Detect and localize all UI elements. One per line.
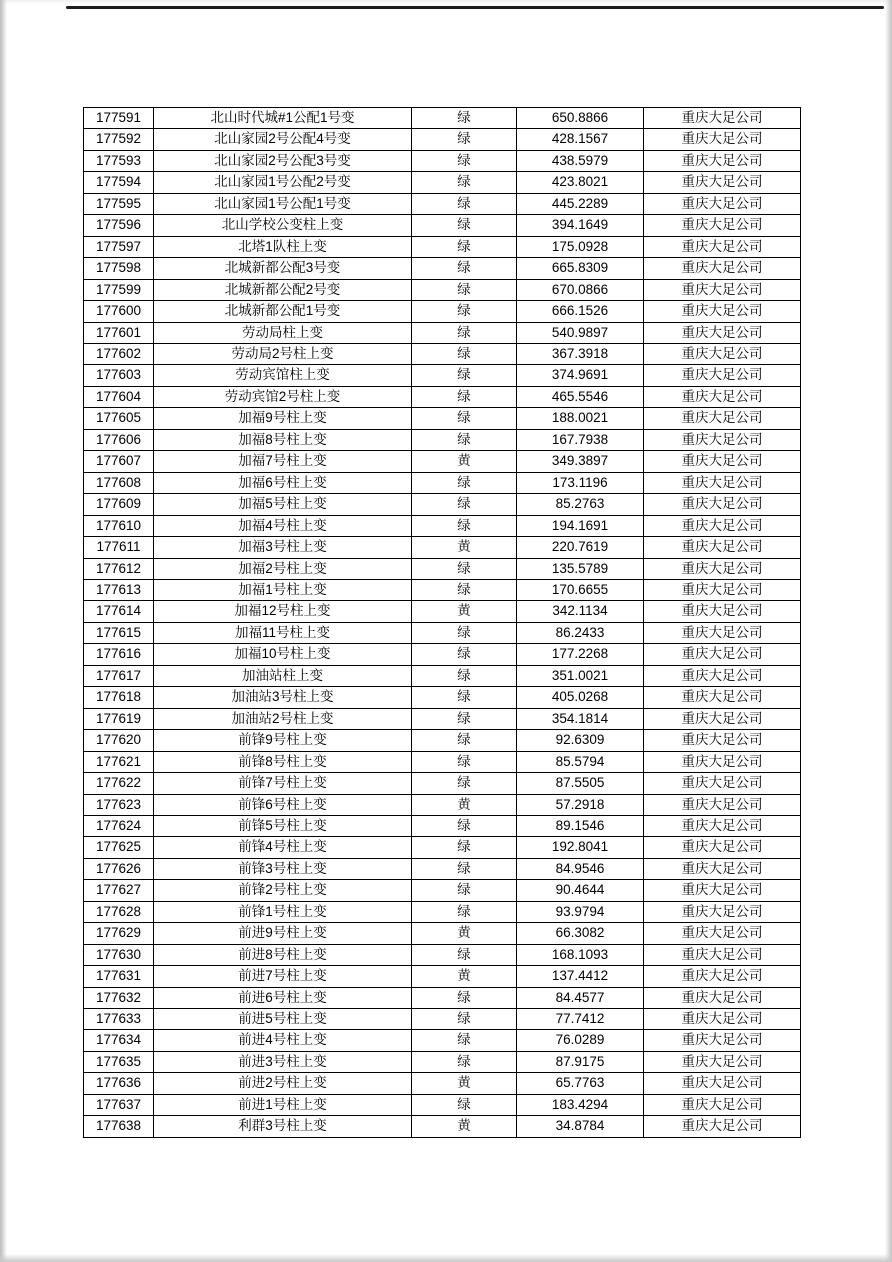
cell-name: 前锋4号柱上变 — [154, 837, 412, 858]
cell-name: 前进1号柱上变 — [154, 1094, 412, 1115]
cell-value: 84.9546 — [517, 858, 644, 879]
cell-value: 76.0289 — [517, 1030, 644, 1051]
table-row — [84, 108, 801, 129]
table-body — [84, 108, 801, 1138]
cell-value: 90.4644 — [517, 880, 644, 901]
cell-name: 加油站柱上变 — [154, 665, 412, 686]
cell-name: 前进9号柱上变 — [154, 923, 412, 944]
cell-value: 170.6655 — [517, 579, 644, 600]
cell-company: 重庆大足公司 — [644, 322, 801, 343]
cell-name: 前锋9号柱上变 — [154, 730, 412, 751]
cell-company: 重庆大足公司 — [644, 579, 801, 600]
cell-id: 177592 — [84, 129, 154, 150]
table-row — [84, 923, 801, 944]
cell-value: 670.0866 — [517, 279, 644, 300]
cell-status: 绿 — [412, 880, 517, 901]
cell-value: 84.4577 — [517, 987, 644, 1008]
cell-name: 前锋8号柱上变 — [154, 751, 412, 772]
cell-id: 177597 — [84, 236, 154, 257]
cell-company: 重庆大足公司 — [644, 537, 801, 558]
cell-id: 177594 — [84, 172, 154, 193]
cell-id: 177599 — [84, 279, 154, 300]
cell-id: 177617 — [84, 665, 154, 686]
cell-value: 438.5979 — [517, 150, 644, 171]
cell-name: 前锋7号柱上变 — [154, 773, 412, 794]
cell-id: 177630 — [84, 944, 154, 965]
cell-id: 177631 — [84, 966, 154, 987]
cell-status: 绿 — [412, 386, 517, 407]
cell-name: 北山家园1号公配2号变 — [154, 172, 412, 193]
cell-id: 177596 — [84, 215, 154, 236]
cell-id: 177632 — [84, 987, 154, 1008]
table-row — [84, 172, 801, 193]
cell-status: 绿 — [412, 279, 517, 300]
table-row — [84, 343, 801, 364]
table-row — [84, 322, 801, 343]
table-row — [84, 494, 801, 515]
cell-company: 重庆大足公司 — [644, 129, 801, 150]
cell-name: 前进4号柱上变 — [154, 1030, 412, 1051]
cell-value: 137.4412 — [517, 966, 644, 987]
table-row — [84, 944, 801, 965]
cell-value: 374.9691 — [517, 365, 644, 386]
cell-name: 北山家园2号公配4号变 — [154, 129, 412, 150]
cell-value: 177.2268 — [517, 644, 644, 665]
cell-id: 177615 — [84, 622, 154, 643]
cell-id: 177614 — [84, 601, 154, 622]
cell-company: 重庆大足公司 — [644, 815, 801, 836]
cell-status: 绿 — [412, 987, 517, 1008]
cell-value: 57.2918 — [517, 794, 644, 815]
cell-company: 重庆大足公司 — [644, 279, 801, 300]
cell-company: 重庆大足公司 — [644, 1094, 801, 1115]
cell-status: 绿 — [412, 858, 517, 879]
cell-status: 绿 — [412, 1009, 517, 1030]
table-row — [84, 794, 801, 815]
cell-name: 加福8号柱上变 — [154, 429, 412, 450]
transformer-data-table — [83, 107, 801, 1138]
cell-id: 177623 — [84, 794, 154, 815]
table-row — [84, 408, 801, 429]
cell-company: 重庆大足公司 — [644, 1073, 801, 1094]
cell-name: 北山时代城#1公配1号变 — [154, 108, 412, 129]
cell-name: 北山家园1号公配1号变 — [154, 193, 412, 214]
cell-company: 重庆大足公司 — [644, 901, 801, 922]
table-row — [84, 150, 801, 171]
cell-id: 177620 — [84, 730, 154, 751]
cell-name: 劳动宾馆柱上变 — [154, 365, 412, 386]
cell-id: 177633 — [84, 1009, 154, 1030]
cell-name: 北山学校公变柱上变 — [154, 215, 412, 236]
cell-company: 重庆大足公司 — [644, 794, 801, 815]
table-row — [84, 815, 801, 836]
page-top-edge-line — [66, 6, 884, 9]
cell-company: 重庆大足公司 — [644, 494, 801, 515]
table-row — [84, 880, 801, 901]
cell-status: 绿 — [412, 322, 517, 343]
cell-name: 加福11号柱上变 — [154, 622, 412, 643]
cell-status: 黄 — [412, 966, 517, 987]
cell-id: 177634 — [84, 1030, 154, 1051]
cell-value: 86.2433 — [517, 622, 644, 643]
table-row — [84, 1009, 801, 1030]
cell-company: 重庆大足公司 — [644, 1051, 801, 1072]
cell-company: 重庆大足公司 — [644, 966, 801, 987]
cell-name: 前进2号柱上变 — [154, 1073, 412, 1094]
cell-value: 188.0021 — [517, 408, 644, 429]
cell-company: 重庆大足公司 — [644, 1009, 801, 1030]
cell-id: 177624 — [84, 815, 154, 836]
cell-name: 前进6号柱上变 — [154, 987, 412, 1008]
cell-name: 前锋3号柱上变 — [154, 858, 412, 879]
cell-company: 重庆大足公司 — [644, 408, 801, 429]
cell-name: 前锋1号柱上变 — [154, 901, 412, 922]
cell-id: 177628 — [84, 901, 154, 922]
cell-id: 177629 — [84, 923, 154, 944]
cell-company: 重庆大足公司 — [644, 730, 801, 751]
cell-name: 加福4号柱上变 — [154, 515, 412, 536]
cell-id: 177612 — [84, 558, 154, 579]
cell-name: 北塔1队柱上变 — [154, 236, 412, 257]
cell-value: 168.1093 — [517, 944, 644, 965]
table-row — [84, 966, 801, 987]
cell-company: 重庆大足公司 — [644, 644, 801, 665]
cell-company: 重庆大足公司 — [644, 987, 801, 1008]
cell-id: 177611 — [84, 537, 154, 558]
page-edge-shadow-left — [0, 0, 7, 1262]
cell-status: 绿 — [412, 343, 517, 364]
table-row — [84, 472, 801, 493]
cell-company: 重庆大足公司 — [644, 301, 801, 322]
cell-value: 66.3082 — [517, 923, 644, 944]
table-row — [84, 279, 801, 300]
cell-id: 177618 — [84, 687, 154, 708]
cell-company: 重庆大足公司 — [644, 386, 801, 407]
cell-status: 绿 — [412, 1094, 517, 1115]
cell-company: 重庆大足公司 — [644, 558, 801, 579]
cell-id: 177605 — [84, 408, 154, 429]
table-row — [84, 622, 801, 643]
table-row — [84, 837, 801, 858]
table-row — [84, 515, 801, 536]
cell-status: 绿 — [412, 901, 517, 922]
cell-id: 177635 — [84, 1051, 154, 1072]
cell-id: 177600 — [84, 301, 154, 322]
cell-value: 194.1691 — [517, 515, 644, 536]
table-row — [84, 451, 801, 472]
cell-company: 重庆大足公司 — [644, 236, 801, 257]
cell-company: 重庆大足公司 — [644, 751, 801, 772]
cell-id: 177593 — [84, 150, 154, 171]
cell-company: 重庆大足公司 — [644, 451, 801, 472]
cell-value: 173.1196 — [517, 472, 644, 493]
cell-company: 重庆大足公司 — [644, 858, 801, 879]
cell-name: 北城新都公配2号变 — [154, 279, 412, 300]
cell-status: 绿 — [412, 751, 517, 772]
cell-status: 绿 — [412, 579, 517, 600]
cell-name: 加福10号柱上变 — [154, 644, 412, 665]
cell-status: 绿 — [412, 429, 517, 450]
cell-value: 192.8041 — [517, 837, 644, 858]
cell-value: 77.7412 — [517, 1009, 644, 1030]
cell-company: 重庆大足公司 — [644, 515, 801, 536]
table-row — [84, 773, 801, 794]
cell-company: 重庆大足公司 — [644, 1116, 801, 1137]
cell-value: 342.1134 — [517, 601, 644, 622]
cell-id: 177613 — [84, 579, 154, 600]
cell-name: 前锋6号柱上变 — [154, 794, 412, 815]
cell-name: 加油站2号柱上变 — [154, 708, 412, 729]
table-row — [84, 1094, 801, 1115]
table-row — [84, 987, 801, 1008]
cell-value: 85.5794 — [517, 751, 644, 772]
cell-value: 87.5505 — [517, 773, 644, 794]
cell-status: 绿 — [412, 108, 517, 129]
cell-company: 重庆大足公司 — [644, 622, 801, 643]
table-row — [84, 708, 801, 729]
cell-status: 绿 — [412, 815, 517, 836]
cell-value: 540.9897 — [517, 322, 644, 343]
cell-status: 黄 — [412, 923, 517, 944]
cell-value: 89.1546 — [517, 815, 644, 836]
table-row — [84, 236, 801, 257]
cell-value: 183.4294 — [517, 1094, 644, 1115]
cell-status: 绿 — [412, 708, 517, 729]
cell-id: 177636 — [84, 1073, 154, 1094]
cell-id: 177606 — [84, 429, 154, 450]
cell-name: 前锋5号柱上变 — [154, 815, 412, 836]
cell-value: 666.1526 — [517, 301, 644, 322]
cell-company: 重庆大足公司 — [644, 837, 801, 858]
cell-id: 177608 — [84, 472, 154, 493]
table-row — [84, 429, 801, 450]
cell-company: 重庆大足公司 — [644, 665, 801, 686]
table-row — [84, 215, 801, 236]
cell-name: 前进5号柱上变 — [154, 1009, 412, 1030]
cell-id: 177610 — [84, 515, 154, 536]
cell-status: 绿 — [412, 665, 517, 686]
cell-company: 重庆大足公司 — [644, 880, 801, 901]
cell-value: 445.2289 — [517, 193, 644, 214]
table-row — [84, 644, 801, 665]
cell-id: 177626 — [84, 858, 154, 879]
table-row — [84, 579, 801, 600]
cell-status: 绿 — [412, 730, 517, 751]
cell-name: 劳动局2号柱上变 — [154, 343, 412, 364]
cell-status: 绿 — [412, 236, 517, 257]
cell-value: 665.8309 — [517, 258, 644, 279]
cell-value: 428.1567 — [517, 129, 644, 150]
cell-name: 劳动局柱上变 — [154, 322, 412, 343]
table-row — [84, 365, 801, 386]
cell-value: 349.3897 — [517, 451, 644, 472]
cell-value: 175.0928 — [517, 236, 644, 257]
table-row — [84, 193, 801, 214]
cell-id: 177601 — [84, 322, 154, 343]
cell-value: 220.7619 — [517, 537, 644, 558]
table-row — [84, 558, 801, 579]
cell-id: 177637 — [84, 1094, 154, 1115]
table-row — [84, 386, 801, 407]
cell-company: 重庆大足公司 — [644, 601, 801, 622]
table-row — [84, 1030, 801, 1051]
cell-status: 绿 — [412, 558, 517, 579]
cell-company: 重庆大足公司 — [644, 343, 801, 364]
cell-id: 177625 — [84, 837, 154, 858]
cell-status: 绿 — [412, 494, 517, 515]
table-row — [84, 901, 801, 922]
cell-status: 黄 — [412, 451, 517, 472]
cell-company: 重庆大足公司 — [644, 687, 801, 708]
table-row — [84, 687, 801, 708]
cell-status: 绿 — [412, 193, 517, 214]
table-row — [84, 1073, 801, 1094]
table-row — [84, 601, 801, 622]
table-row — [84, 258, 801, 279]
cell-id: 177595 — [84, 193, 154, 214]
cell-company: 重庆大足公司 — [644, 472, 801, 493]
cell-value: 93.9794 — [517, 901, 644, 922]
cell-value: 351.0021 — [517, 665, 644, 686]
cell-value: 367.3918 — [517, 343, 644, 364]
table-row — [84, 537, 801, 558]
cell-name: 前进3号柱上变 — [154, 1051, 412, 1072]
cell-id: 177604 — [84, 386, 154, 407]
cell-value: 394.1649 — [517, 215, 644, 236]
cell-company: 重庆大足公司 — [644, 215, 801, 236]
cell-name: 前进7号柱上变 — [154, 966, 412, 987]
cell-name: 加福12号柱上变 — [154, 601, 412, 622]
cell-id: 177603 — [84, 365, 154, 386]
cell-status: 黄 — [412, 1073, 517, 1094]
cell-status: 黄 — [412, 537, 517, 558]
cell-status: 绿 — [412, 472, 517, 493]
cell-value: 65.7763 — [517, 1073, 644, 1094]
cell-name: 加福3号柱上变 — [154, 537, 412, 558]
cell-status: 绿 — [412, 1030, 517, 1051]
cell-value: 92.6309 — [517, 730, 644, 751]
cell-company: 重庆大足公司 — [644, 944, 801, 965]
table-row — [84, 1051, 801, 1072]
cell-company: 重庆大足公司 — [644, 172, 801, 193]
cell-company: 重庆大足公司 — [644, 258, 801, 279]
table-row — [84, 751, 801, 772]
table-row — [84, 858, 801, 879]
cell-value: 354.1814 — [517, 708, 644, 729]
cell-name: 劳动宾馆2号柱上变 — [154, 386, 412, 407]
cell-company: 重庆大足公司 — [644, 1030, 801, 1051]
cell-name: 北城新都公配3号变 — [154, 258, 412, 279]
cell-status: 绿 — [412, 837, 517, 858]
cell-name: 加福5号柱上变 — [154, 494, 412, 515]
cell-company: 重庆大足公司 — [644, 923, 801, 944]
cell-status: 黄 — [412, 601, 517, 622]
cell-name: 加福2号柱上变 — [154, 558, 412, 579]
cell-status: 黄 — [412, 794, 517, 815]
cell-company: 重庆大足公司 — [644, 365, 801, 386]
page-edge-shadow-bottom — [0, 1254, 892, 1262]
cell-status: 绿 — [412, 365, 517, 386]
cell-company: 重庆大足公司 — [644, 150, 801, 171]
cell-id: 177598 — [84, 258, 154, 279]
cell-company: 重庆大足公司 — [644, 108, 801, 129]
cell-status: 绿 — [412, 408, 517, 429]
cell-status: 绿 — [412, 687, 517, 708]
table-row — [84, 129, 801, 150]
cell-id: 177621 — [84, 751, 154, 772]
cell-status: 绿 — [412, 215, 517, 236]
cell-status: 黄 — [412, 1116, 517, 1137]
cell-status: 绿 — [412, 622, 517, 643]
table-row — [84, 665, 801, 686]
cell-status: 绿 — [412, 1051, 517, 1072]
cell-id: 177609 — [84, 494, 154, 515]
cell-value: 135.5789 — [517, 558, 644, 579]
cell-status: 绿 — [412, 150, 517, 171]
cell-name: 前锋2号柱上变 — [154, 880, 412, 901]
cell-company: 重庆大足公司 — [644, 429, 801, 450]
cell-name: 北山家园2号公配3号变 — [154, 150, 412, 171]
cell-name: 北城新都公配1号变 — [154, 301, 412, 322]
cell-id: 177607 — [84, 451, 154, 472]
cell-value: 405.0268 — [517, 687, 644, 708]
cell-name: 利群3号柱上变 — [154, 1116, 412, 1137]
page-edge-shadow-right — [885, 0, 892, 1262]
cell-status: 绿 — [412, 644, 517, 665]
cell-status: 绿 — [412, 258, 517, 279]
cell-company: 重庆大足公司 — [644, 708, 801, 729]
cell-value: 34.8784 — [517, 1116, 644, 1137]
table-row — [84, 301, 801, 322]
cell-name: 加福9号柱上变 — [154, 408, 412, 429]
cell-value: 465.5546 — [517, 386, 644, 407]
cell-id: 177627 — [84, 880, 154, 901]
cell-id: 177602 — [84, 343, 154, 364]
cell-value: 167.7938 — [517, 429, 644, 450]
cell-status: 绿 — [412, 301, 517, 322]
cell-value: 85.2763 — [517, 494, 644, 515]
cell-status: 绿 — [412, 129, 517, 150]
cell-status: 绿 — [412, 515, 517, 536]
cell-value: 87.9175 — [517, 1051, 644, 1072]
table-row — [84, 1116, 801, 1137]
cell-value: 650.8866 — [517, 108, 644, 129]
table-row — [84, 730, 801, 751]
cell-name: 加油站3号柱上变 — [154, 687, 412, 708]
cell-name: 加福7号柱上变 — [154, 451, 412, 472]
cell-name: 加福1号柱上变 — [154, 579, 412, 600]
cell-id: 177619 — [84, 708, 154, 729]
cell-id: 177622 — [84, 773, 154, 794]
cell-company: 重庆大足公司 — [644, 193, 801, 214]
cell-status: 绿 — [412, 172, 517, 193]
cell-status: 绿 — [412, 944, 517, 965]
cell-id: 177638 — [84, 1116, 154, 1137]
cell-id: 177616 — [84, 644, 154, 665]
cell-company: 重庆大足公司 — [644, 773, 801, 794]
cell-name: 前进8号柱上变 — [154, 944, 412, 965]
cell-status: 绿 — [412, 773, 517, 794]
cell-value: 423.8021 — [517, 172, 644, 193]
cell-id: 177591 — [84, 108, 154, 129]
cell-name: 加福6号柱上变 — [154, 472, 412, 493]
